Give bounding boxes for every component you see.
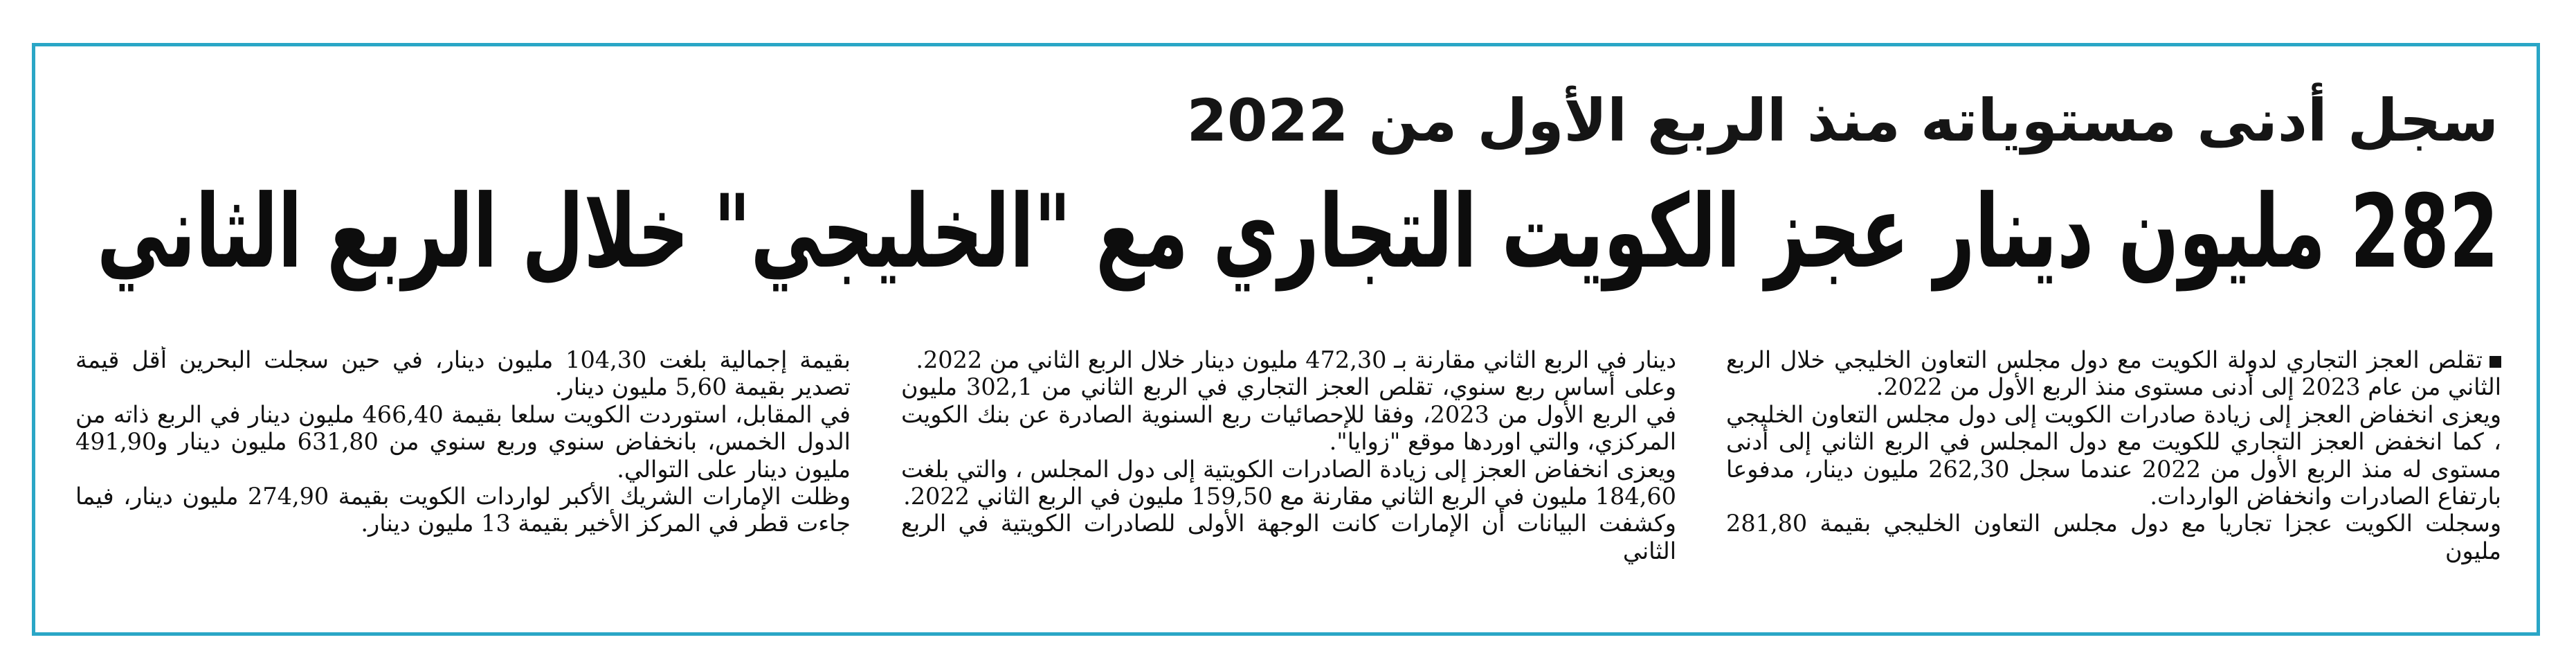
paragraph: وعلى أساس ربع سنوي، تقلص العجز التجاري في الربع الثاني من 302,1 مليون في الربع الأول من 2023، وفقا للإحصائيات ربع السنوية الصادرة عن بنك الكويت المركزي، والتي اوردها موقع "زوايا".	[901, 373, 1676, 456]
article-column-3	[75, 346, 851, 609]
paragraph: وسجلت الكويت عجزا تجاريا مع دول مجلس التعاون الخليجي بقيمة 281,80 مليون	[1726, 510, 2501, 564]
paragraph: وكشفت البيانات أن الإمارات كانت الوجهة الأولى للصادرات الكويتية في الربع الثاني	[901, 510, 1676, 564]
paragraph: ويعزى انخفاض العجز إلى زيادة صادرات الكويت إلى دول مجلس التعاون الخليجي ، كما انخفض العجز التجاري للكويت مع دول المجلس في الربع الثاني إلى أدنى مستوى له منذ الربع الأول من 2022 عندما سجل 262,30 مليون دينار، مدفوعا بارتفاع الصادرات وانخفاض الواردات.	[1726, 400, 2501, 510]
paragraph-text: تقلص العجز التجاري لدولة الكويت مع دول مجلس التعاون الخليجي خلال الربع الثاني من عام 2023 إلى أدنى مستوى منذ الربع الأول من 2022.	[1726, 346, 2501, 401]
article-kicker: سجل أدنى مستوياته منذ الربع الأول من 2022	[1186, 87, 2498, 154]
paragraph: دينار في الربع الثاني مقارنة بـ 472,30 مليون دينار خلال الربع الثاني من 2022.	[916, 346, 1676, 373]
paragraph	[1726, 346, 2501, 401]
article-column-1	[1726, 346, 2501, 609]
paragraph: وظلت الإمارات الشريك الأكبر لواردات الكويت بقيمة 274,90 مليون دينار، فيما جاءت قطر في المركز الأخير بقيمة 13 مليون دينار.	[75, 483, 851, 537]
square-bullet-icon	[2489, 356, 2501, 368]
paragraph: بقيمة إجمالية بلغت 104,30 مليون دينار، في حين سجلت البحرين أقل قيمة تصدير بقيمة 5,60 مليون دينار.	[75, 346, 851, 401]
article-column-2	[901, 346, 1676, 609]
paragraph: في المقابل، استوردت الكويت سلعا بقيمة 466,40 مليون دينار في الربع ذاته من الدول الخمس، بانخفاض سنوي وربع سنوي من 631,80 مليون دينار و491,90 مليون دينار على التوالي.	[75, 400, 851, 483]
article-headline: 282 مليون دينار عجز الكويت التجاري مع "الخليجي" خلال الربع الثاني	[96, 173, 2498, 291]
paragraph: ويعزى انخفاض العجز إلى زيادة الصادرات الكويتية إلى دول المجلس ، والتي بلغت 184,60 مليون في الربع الثاني مقارنة مع 159,50 مليون في الربع الثاني 2022.	[901, 455, 1676, 510]
article-body	[75, 346, 2501, 609]
